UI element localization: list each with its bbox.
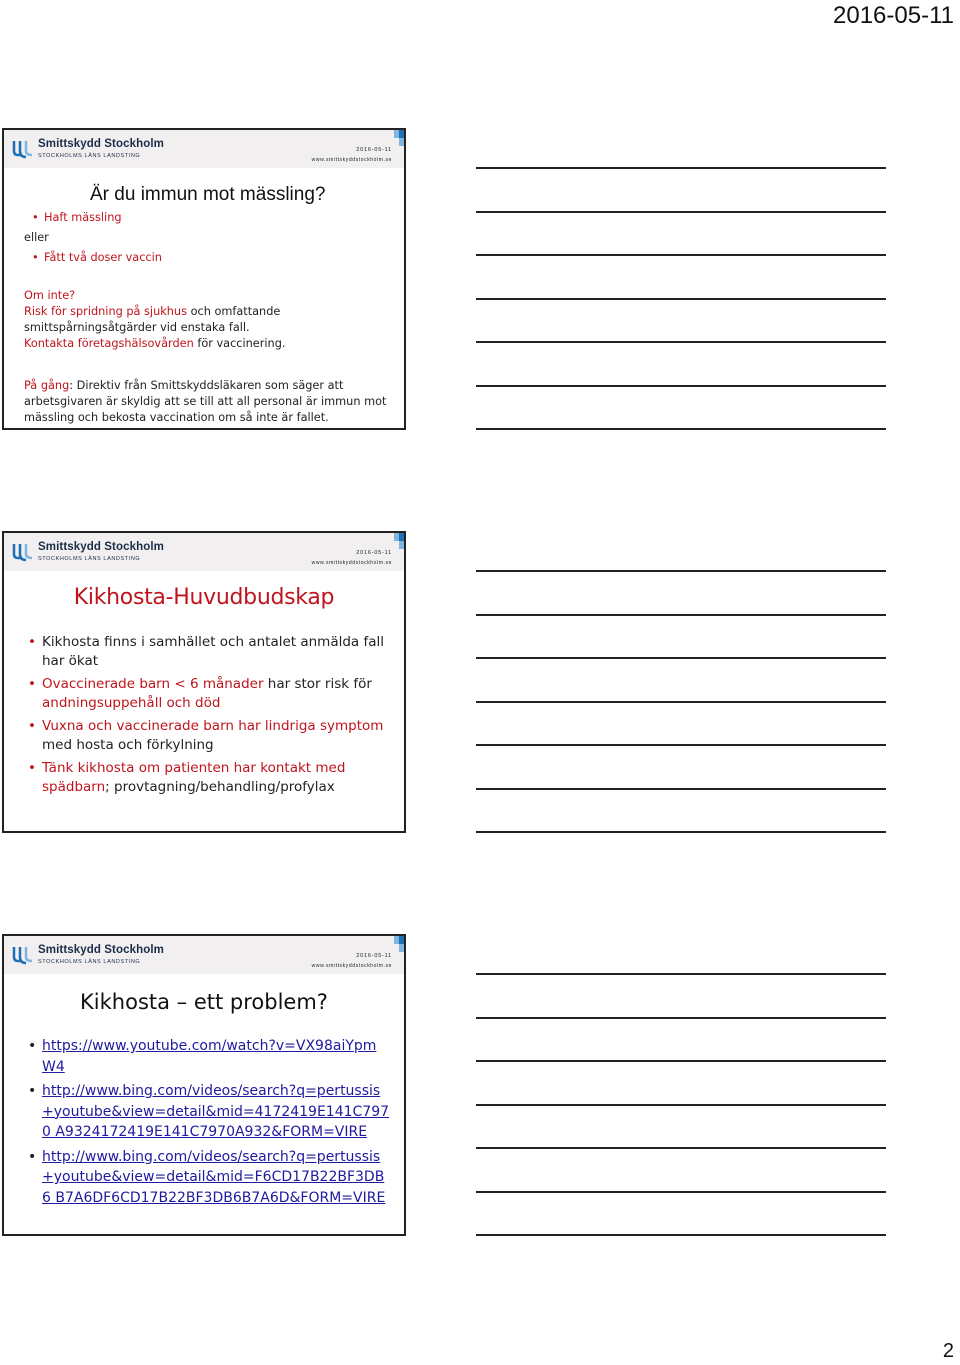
slide-title: Är du immun mot mässling? [90,184,326,205]
bullet-item: • Fått två doser vaccin [28,250,398,266]
note-line [476,385,886,387]
bing-video-link[interactable]: http://www.bing.com/videos/search?q=pertussis +youtube&view=detail&mid=F6CD17B22BF3DB6 B7A6DF6CD17B22BF3DB6B7A6D&FORM=VIRE [42,1148,386,1206]
note-line [476,614,886,616]
corner-decoration [394,533,404,571]
slide-3 [2,934,406,1236]
logo [12,542,164,562]
note-line [476,1060,886,1062]
slide-url: www.smittskyddstockholm.se [311,157,392,163]
risk-text [24,304,398,336]
slide-title: Kikhosta – ett problem? [80,990,328,1014]
slide-header [4,533,404,571]
or-text: eller [24,231,49,244]
item-highlight: Ovaccinerade barn < 6 månader [42,676,264,692]
logo-subtitle: STOCKHOLMS LÄNS LANDSTING [38,152,141,159]
logo [12,139,164,159]
link-list [26,1036,391,1212]
item-highlight: Vuxna och vaccinerade barn har lindriga symptom [42,718,384,734]
slide-date: 2016-05-11 [356,550,392,556]
note-line [476,298,886,300]
slide-header [4,130,404,168]
kontakta-text [24,336,398,352]
note-line [476,254,886,256]
slide-1 [2,128,406,430]
note-line [476,701,886,703]
kontakta-highlight: Kontakta företagshälsovården [24,337,194,350]
pagang-text [24,378,398,426]
note-line [476,1017,886,1019]
bullet-list [26,633,386,801]
note-line [476,973,886,975]
note-line [476,831,886,833]
list-item [26,1147,391,1209]
logo-name: Smittskydd Stockholm [38,541,164,553]
logo-subtitle: STOCKHOLMS LÄNS LANDSTING [38,958,141,965]
logo-name: Smittskydd Stockholm [38,138,164,150]
risk-highlight: Risk för spridning på sjukhus [24,305,187,318]
item-highlight: Tänk kikhosta om patienten har kontakt med spädbarn [42,760,346,795]
note-line [476,1104,886,1106]
note-line [476,657,886,659]
item-rest: ; provtagning/behandling/profylax [105,779,335,795]
note-line [476,570,886,572]
page-header-date: 2016-05-11 [833,2,954,29]
pagang-highlight: På gång [24,379,70,392]
logo-name: Smittskydd Stockholm [38,944,164,956]
note-line [476,428,886,430]
bullet-item: • Haft mässling [28,210,398,226]
note-line [476,211,886,213]
page-number: 2 [942,1340,954,1362]
item-rest: med hosta och förkylning [42,737,214,753]
corner-decoration [394,130,404,168]
note-line [476,1191,886,1193]
youtube-link[interactable]: https://www.youtube.com/watch?v=VX98aiYpm W4 [42,1038,377,1075]
item-highlight: andningsuppehåll och död [42,695,221,711]
pagang-rest: : Direktiv från Smittskyddsläkaren som säger att arbetsgivaren är skyldig att se till att all personal är immun mot mässling och bekosta vaccination om så inte är fallet. [24,379,387,424]
slide-2 [2,531,406,833]
note-line [476,341,886,343]
om-inte-text: Om inte? [24,289,76,302]
note-line [476,788,886,790]
slide-url: www.smittskyddstockholm.se [311,963,392,969]
note-line [476,1234,886,1236]
note-line [476,744,886,746]
slide-date: 2016-05-11 [356,953,392,959]
list-item [26,675,386,713]
risk-rest: och omfattande smittspårningsåtgärder vid enstaka fall. [24,305,281,334]
bing-video-link[interactable]: http://www.bing.com/videos/search?q=pertussis +youtube&view=detail&mid=4172419E141C7970 A9324172419E141C7970A932&FORM=VIRE [42,1083,390,1140]
note-line [476,1147,886,1149]
logo-subtitle: STOCKHOLMS LÄNS LANDSTING [38,555,141,562]
logo [12,945,164,965]
item-rest: har stor risk för [263,676,372,692]
list-item [26,759,386,797]
slide-body [24,210,398,426]
logo-icon [12,139,34,159]
slide-url: www.smittskyddstockholm.se [311,560,392,566]
logo-icon [12,542,34,562]
list-item [26,1036,391,1077]
kontakta-rest: för vaccinering. [193,337,286,350]
list-item [26,717,386,755]
list-item: • Kikhosta finns i samhället och antalet anmälda fall har ökat [26,633,386,671]
slide-header [4,936,404,974]
logo-icon [12,945,34,965]
slide-date: 2016-05-11 [356,147,392,153]
corner-decoration [394,936,404,974]
note-line [476,167,886,169]
list-item [26,1081,391,1143]
slide-title: Kikhosta-Huvudbudskap [73,585,335,610]
